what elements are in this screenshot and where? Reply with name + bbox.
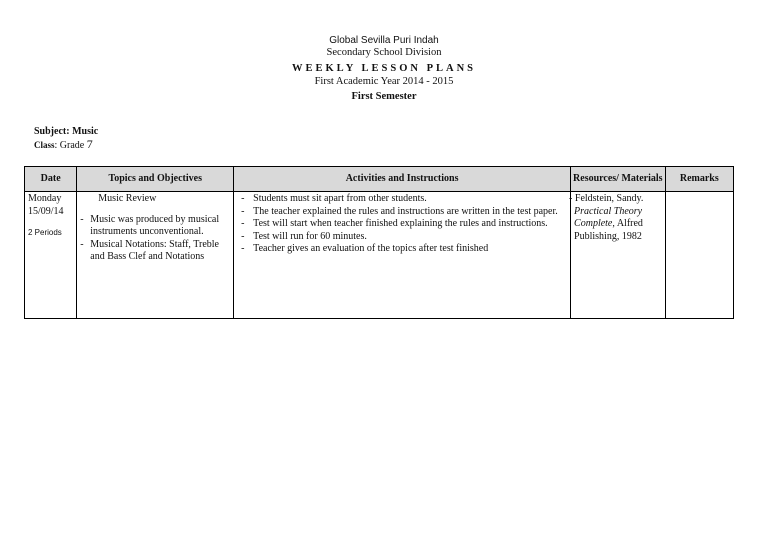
table-header-row: [25, 167, 734, 192]
division-name: Secondary School Division: [326, 47, 442, 58]
list-item: - Test will start when teacher finished explaining the rules and instructions.: [237, 218, 567, 231]
list-item: - Teacher gives an evaluation of the topics after test finished: [237, 243, 567, 256]
header-date: Date: [25, 167, 77, 192]
semester: First Semester: [351, 91, 417, 102]
subject-label: Subject:: [34, 126, 70, 137]
school-name: Global Sevilla Puri Indah: [329, 35, 439, 46]
header-activities: Activities and Instructions: [234, 167, 571, 192]
list-item: - Musical Notations: Staff, Treble and Bass Clef and Notations: [80, 239, 230, 264]
lesson-date: 15/09/14: [28, 205, 64, 217]
topics-list: [80, 214, 230, 264]
resource-author: Feldstein, Sandy.: [574, 193, 644, 204]
grade-label: Grade: [59, 140, 85, 151]
list-item: - The teacher explained the rules and instructions are written in the test paper.: [237, 206, 567, 219]
topics-cell: [77, 192, 234, 319]
resource-publisher: , Alfred Publishing, 1982: [574, 218, 643, 242]
resources-cell: [571, 192, 666, 319]
lesson-periods: 2 Periods: [28, 228, 62, 237]
resource-book-title: Practical Theory Complete: [574, 205, 643, 229]
list-item: - Students must sit apart from other students.: [237, 193, 567, 206]
activities-list: [237, 193, 567, 256]
table-row: [25, 192, 734, 319]
resource-dash: -: [569, 193, 573, 204]
header-resources: Resources/ Materials: [571, 167, 666, 192]
remarks-cell: [665, 192, 733, 319]
grade-value: 7: [86, 137, 93, 151]
document-header: [0, 34, 768, 104]
list-item: - Music was produced by musical instruments unconventional.: [80, 214, 230, 239]
academic-year: First Academic Year 2014 - 2015: [314, 76, 454, 87]
subject-value: Music: [72, 126, 99, 137]
date-cell: [25, 192, 77, 319]
header-remarks: Remarks: [665, 167, 733, 192]
class-line: [34, 138, 98, 152]
class-separator: :: [54, 140, 58, 151]
lesson-day: Monday: [28, 193, 62, 204]
lesson-plan-table: [24, 166, 734, 319]
lesson-meta: [34, 125, 98, 152]
document-title: WEEKLY LESSON PLANS: [291, 63, 476, 74]
class-label: Class: [34, 140, 55, 150]
header-topics: Topics and Objectives: [77, 167, 234, 192]
activities-cell: [234, 192, 571, 319]
topic-title: Music Review: [98, 193, 157, 204]
list-item: - Test will run for 60 minutes.: [237, 231, 567, 244]
